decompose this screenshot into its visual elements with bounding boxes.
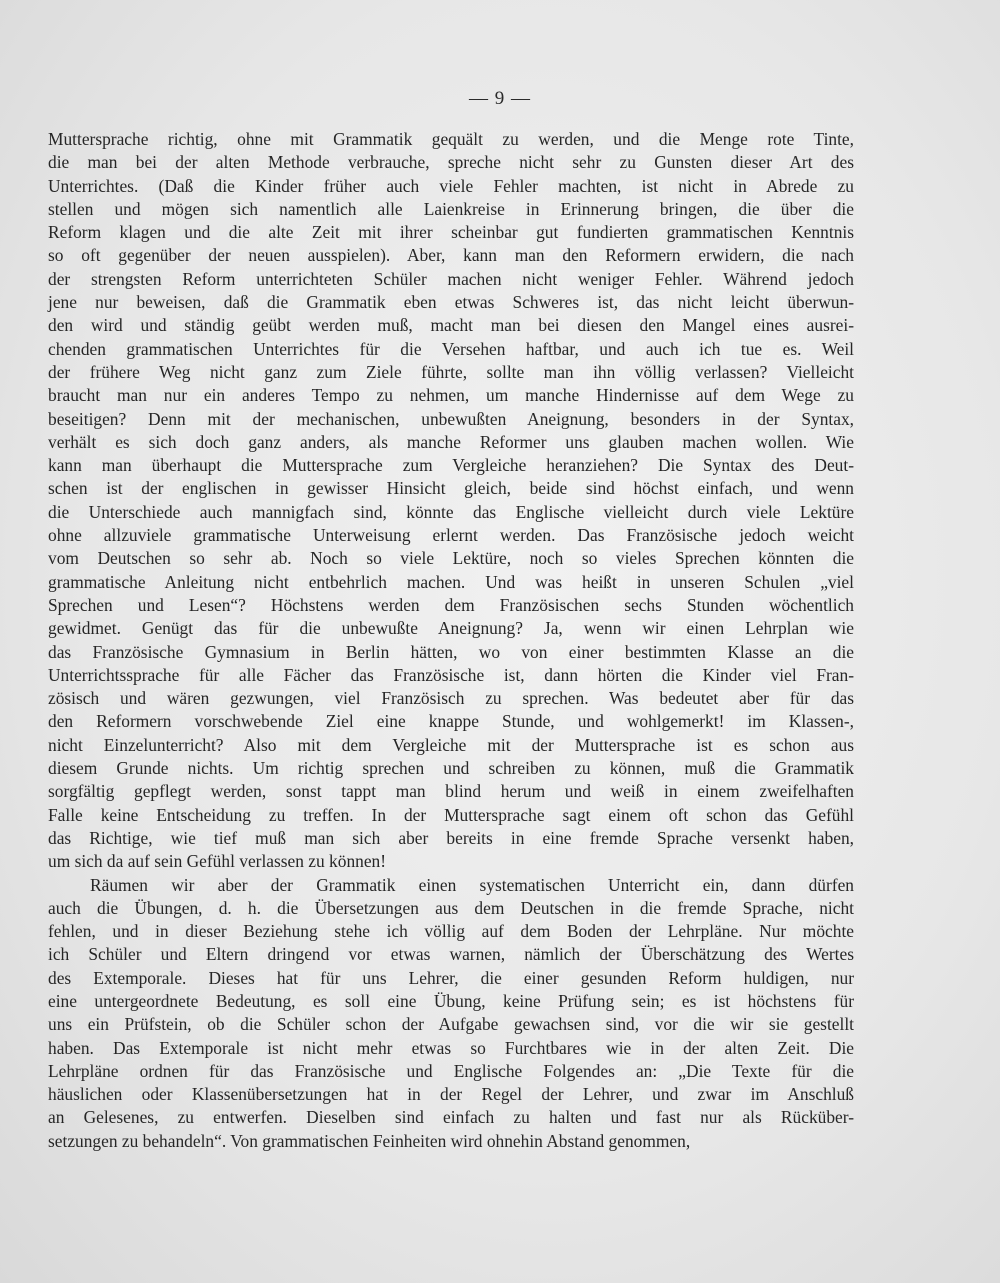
text-line: an Gelesenes, zu entwerfen. Dieselben sind einfach zu halten und fast nur als Rücküber- <box>48 1107 854 1128</box>
text-line: das Französische Gymnasium in Berlin hätten, wo von einer bestimmten Klasse an die <box>48 641 854 662</box>
text-line: um sich da auf sein Gefühl verlassen zu können! <box>48 851 387 872</box>
text-line: setzungen zu behandeln“. Von grammatischen Feinheiten wird ohnehin Abstand genommen, <box>48 1130 691 1151</box>
text-line: des Extemporale. Dieses hat für uns Lehrer, die einer gesunden Reform huldigen, nur <box>48 967 854 988</box>
text-line: braucht man nur ein anderes Tempo zu nehmen, um manche Hindernisse auf dem Wege zu <box>48 385 854 406</box>
text-line: eine untergeordnete Bedeutung, es soll eine Übung, keine Prüfung sein; es ist höchstens für <box>48 990 854 1011</box>
paragraph-1 <box>48 128 854 874</box>
text-line: schen ist der englischen in gewisser Hinsicht gleich, beide sind höchst einfach, und wenn <box>48 478 854 499</box>
text-line: haben. Das Extemporale ist nicht mehr etwas so Furchtbares wie in der alten Zeit. Die <box>48 1037 854 1058</box>
text-line: fehlen, und in dieser Beziehung stehe ich völlig auf dem Boden der Lehrpläne. Nur möchte <box>48 921 854 942</box>
text-line: ich Schüler und Eltern dringend vor etwas warnen, nämlich der Überschätzung des Wertes <box>48 944 854 965</box>
text-line: so oft gegenüber der neuen ausspielen). Aber, kann man den Reformern erwidern, die nach <box>48 245 854 266</box>
text-line: Räumen wir aber der Grammatik einen systematischen Unterricht ein, dann dürfen <box>90 874 854 895</box>
text-line: Reform klagen und die alte Zeit mit ihrer scheinbar gut fundierten grammatischen Kenntnis <box>48 222 854 243</box>
text-line: Unterrichtssprache für alle Fächer das Französische ist, dann hörten die Kinder viel Fran- <box>48 664 854 685</box>
text-line: diesem Grunde nichts. Um richtig sprechen und schreiben zu können, muß die Grammatik <box>48 758 854 779</box>
text-line: jene nur beweisen, daß die Grammatik eben etwas Schweres ist, das nicht leicht überwun- <box>48 292 854 313</box>
text-line: Sprechen und Lesen“? Höchstens werden dem Französischen sechs Stunden wöchentlich <box>48 594 854 615</box>
paragraph-2 <box>48 874 854 1154</box>
text-line: das Richtige, wie tief muß man sich aber bereits in eine fremde Sprache versenkt haben, <box>48 827 854 848</box>
page-number: — 9 — <box>469 88 531 109</box>
text-line: die Unterschiede auch mannigfach sind, könnte das Englische vielleicht durch viele Lektüre <box>48 501 854 522</box>
text-line: gewidmet. Genügt das für die unbewußte Aneignung? Ja, wenn wir einen Lehrplan wie <box>48 618 854 639</box>
text-line: chenden grammatischen Unterrichtes für die Versehen haftbar, und auch ich tue es. Weil <box>48 338 854 359</box>
text-line: grammatische Anleitung nicht entbehrlich machen. Und was heißt in unseren Schulen „viel <box>48 571 854 592</box>
text-line: vom Deutschen so sehr ab. Noch so viele Lektüre, noch so vieles Sprechen könnten die <box>48 548 854 569</box>
text-line: den wird und ständig geübt werden muß, macht man bei diesen den Mangel eines ausrei- <box>48 315 854 336</box>
text-line: Unterrichtes. (Daß die Kinder früher auch viele Fehler machten, ist nicht in Abrede zu <box>48 175 854 196</box>
body-text <box>48 128 854 1153</box>
text-line: verhält es sich doch ganz anders, als manche Reformer uns glauben machen wollen. Wie <box>48 431 854 452</box>
text-line: uns ein Prüfstein, ob die Schüler schon der Aufgabe gewachsen sind, vor die wir sie gestellt <box>48 1014 854 1035</box>
text-line: beseitigen? Denn mit der mechanischen, unbewußten Aneignung, besonders in der Syntax, <box>48 408 854 429</box>
text-line: nicht Einzelunterricht? Also mit dem Vergleiche mit der Muttersprache ist es schon aus <box>48 734 854 755</box>
text-line: Muttersprache richtig, ohne mit Grammatik gequält zu werden, und die Menge rote Tinte, <box>48 129 854 149</box>
text-line: stellen und mögen sich namentlich alle Laienkreise in Erinnerung bringen, die über die <box>48 198 854 219</box>
text-line: Lehrpläne ordnen für das Französische und Englische Folgendes an: „Die Texte für die <box>48 1060 854 1081</box>
text-line: den Reformern vorschwebende Ziel eine knappe Stunde, und wohlgemerkt! im Klassen-, <box>48 711 854 732</box>
text-line: zösisch und wären gezwungen, viel Französisch zu sprechen. Was bedeutet aber für das <box>48 688 854 709</box>
text-line: Falle keine Entscheidung zu treffen. In der Muttersprache sagt einem oft schon das Gefühl <box>48 804 854 825</box>
text-line: die man bei der alten Methode verbrauche, spreche nicht sehr zu Gunsten dieser Art des <box>48 152 854 173</box>
text-line: kann man überhaupt die Muttersprache zum Vergleiche heranziehen? Die Syntax des Deut- <box>48 455 854 476</box>
text-line: der strengsten Reform unterrichteten Schüler machen nicht weniger Fehler. Während jedoch <box>48 268 854 289</box>
text-line: ohne allzuviele grammatische Unterweisung erlernt werden. Das Französische jedoch weicht <box>48 525 854 546</box>
text-line: häuslichen oder Klassenübersetzungen hat in der Regel der Lehrer, und zwar im Anschluß <box>48 1084 854 1105</box>
text-line: auch die Übungen, d. h. die Übersetzungen aus dem Deutschen in die fremde Sprache, nicht <box>48 897 854 918</box>
text-line: sorgfältig gepflegt werden, sonst tappt man blind herum und weiß in einem zweifelhaften <box>48 781 854 802</box>
text-line: der frühere Weg nicht ganz zum Ziele führte, sollte man ihn völlig verlassen? Vielleicht <box>48 361 854 382</box>
